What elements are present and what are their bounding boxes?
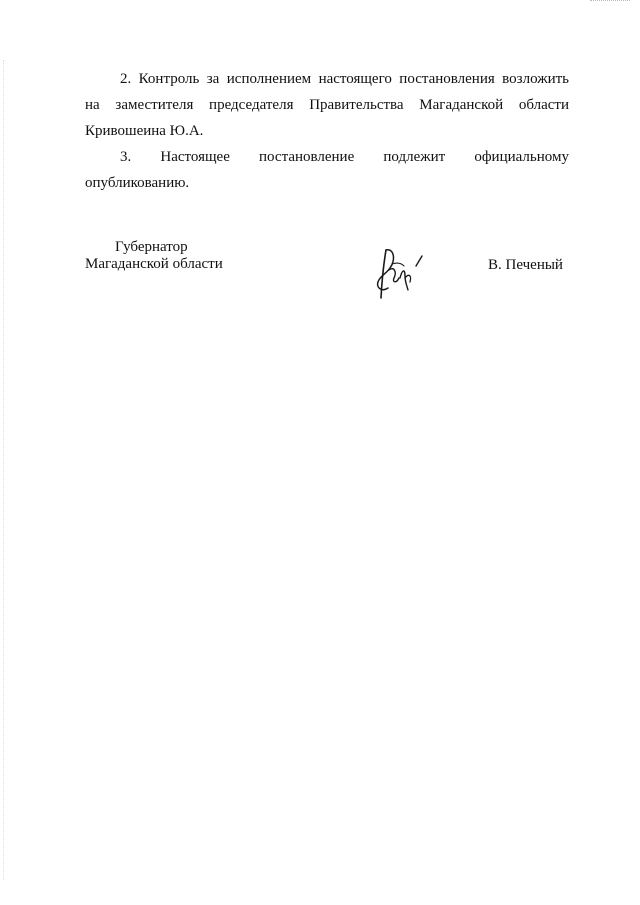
paragraph-3-line-1: 3. Настоящее постановление подлежит официальному — [120, 149, 569, 165]
paragraph-2 — [85, 66, 569, 144]
signatory-name: В. Печеный — [488, 257, 563, 273]
paragraph-3-line-2: опубликованию. — [85, 175, 190, 191]
paragraph-3 — [85, 144, 569, 196]
handwritten-signature — [372, 242, 428, 302]
scan-corner-mark — [590, 0, 630, 3]
paragraph-2-line-1: 2. Контроль за исполнением настоящего постановления возложить — [120, 71, 569, 87]
signatory-position — [85, 239, 223, 273]
paragraph-2-line-3: Кривошеина Ю.А. — [85, 123, 204, 139]
scan-edge-artifacts — [3, 60, 5, 880]
paragraph-2-line-2: на заместителя председателя Правительства Магаданской области — [85, 97, 569, 113]
signatory-position-line-2: Магаданской области — [85, 256, 223, 272]
signatory-position-line-1: Губернатор — [115, 239, 188, 255]
